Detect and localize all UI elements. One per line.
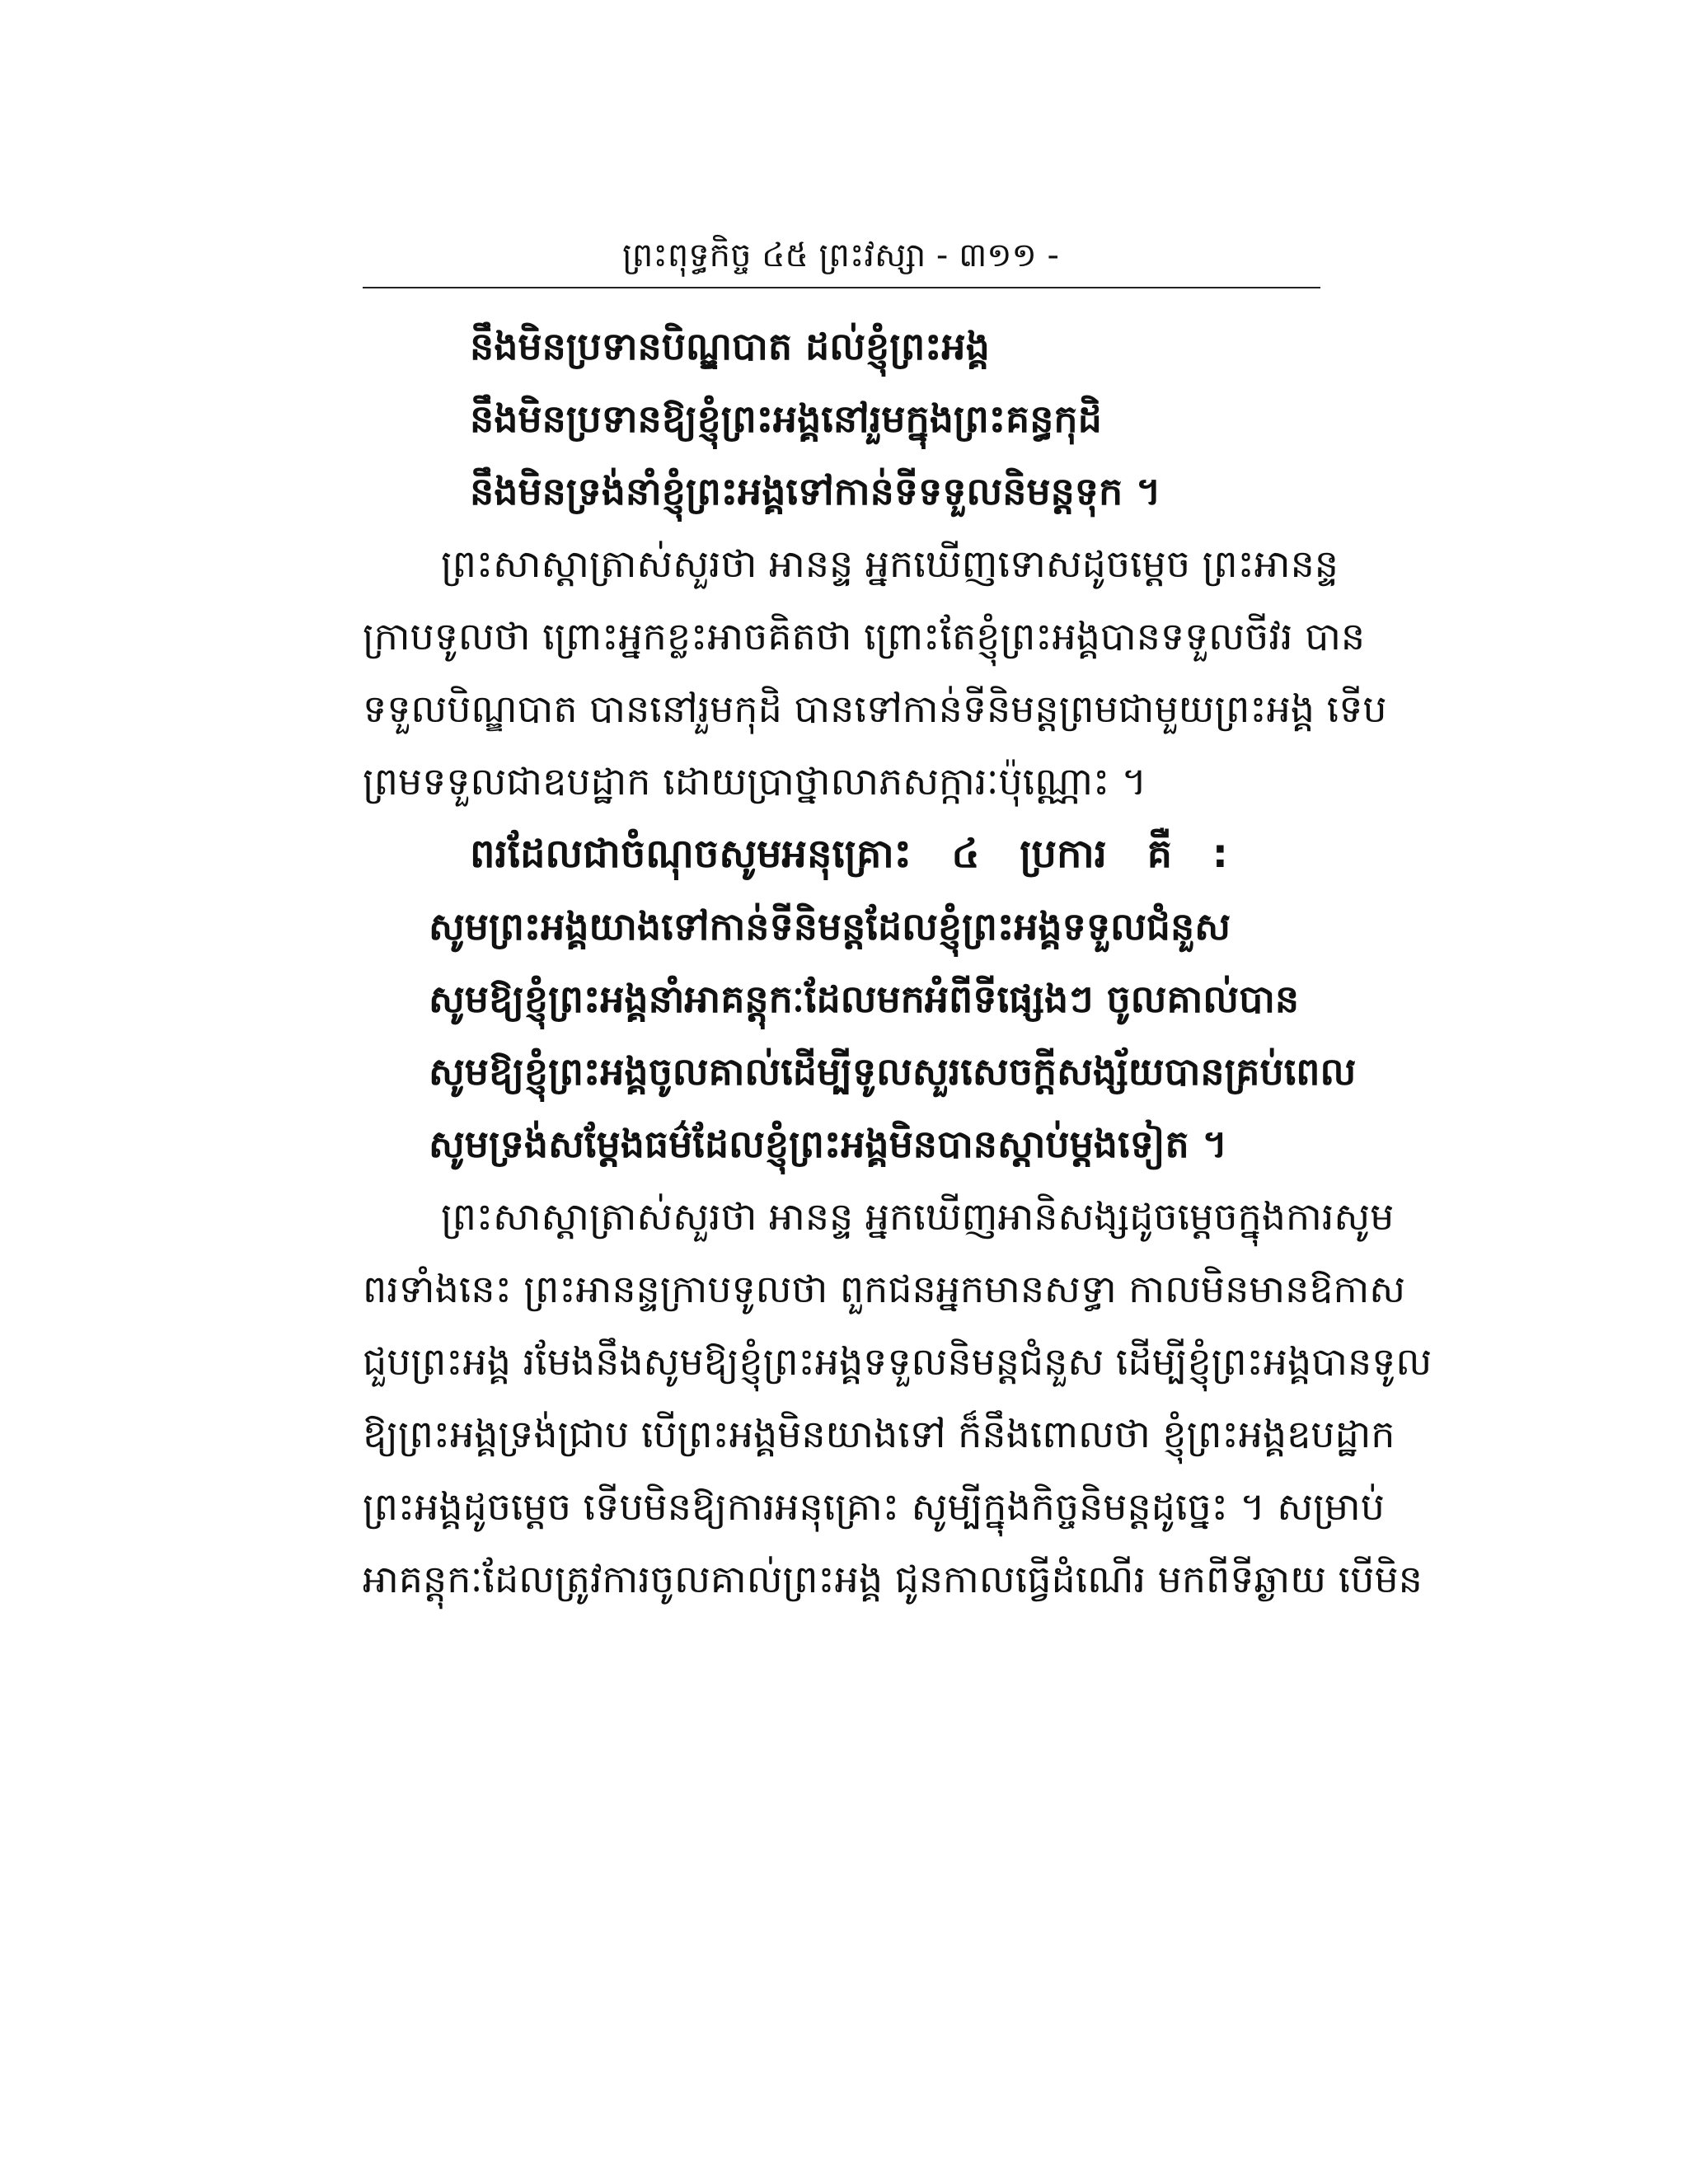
paragraph-line: ព្រះសាស្តាត្រាស់សួរថា អានន្ទ អ្នកឃើញទោសដូចម្តេច ព្រះអានន្ទ: [441, 541, 1339, 586]
verse-line: សូមព្រះអង្គយាងទៅកាន់ទីនិមន្តដែលខ្ញុំព្រះអង្គទទួលជំនួស: [429, 904, 1231, 949]
verse-line: សូមទ្រង់សម្តែងធម៌ដែលខ្ញុំព្រះអង្គមិនបានស្តាប់ម្តងទៀត ។: [429, 1122, 1228, 1166]
paragraph-line: អាគន្តុកៈដែលត្រូវការចូលគាល់ព្រះអង្គ ជូនកាលធ្វើដំណើរ មកពីទីឆ្ងាយ បើមិន: [363, 1557, 1423, 1601]
paragraph-line: ទទួលបិណ្ឌបាត បាននៅរួមកុដិ បានទៅកាន់ទីនិមន្តព្រមជាមួយព្រះអង្គ ទើប: [363, 687, 1387, 731]
verse-line: នឹងមិនប្រទានបិណ្ឌបាត ដល់ខ្ញុំព្រះអង្គ: [470, 324, 990, 368]
paragraph-line: ក្រាបទូលថា ព្រោះអ្នកខ្លះអាចគិតថា ព្រោះតែខ្ញុំព្រះអង្គបានទទួលចីវរ បាន: [363, 614, 1366, 658]
verse-line: នឹងមិនទ្រង់នាំខ្ញុំព្រះអង្គទៅកាន់ទីទទួលនិមន្តទុក ។: [470, 469, 1161, 513]
section-heading: ពរដែលជាចំណុចសូមអនុគ្រោះ ៤ ប្រការ គឺ :: [470, 831, 1228, 877]
paragraph-line: ព្រមទទួលជាឧបដ្ឋាក ដោយប្រាថ្នាលាភសក្ការៈប៉ុណ្ណោះ ។: [363, 759, 1147, 804]
paragraph-line: ឱ្យព្រះអង្គទ្រង់ជ្រាប បើព្រះអង្គមិនយាងទៅ ក៏នឹងពោលថា ខ្ញុំព្រះអង្គឧបដ្ឋាក: [363, 1412, 1395, 1456]
header-divider: [363, 287, 1320, 288]
verse-line: សូមឱ្យខ្ញុំព្រះអង្គនាំអាគន្តុកៈដែលមកអំពីទីផ្សេងៗ ចូលគាល់បាន: [429, 977, 1300, 1021]
paragraph-line: ព្រះអង្គដូចម្តេច ទើបមិនឱ្យការអនុគ្រោះ សូម្បីក្នុងកិច្ចនិមន្តដូច្នេះ ។ សម្រាប់: [363, 1484, 1385, 1529]
verse-line: សូមឱ្យខ្ញុំព្រះអង្គចូលគាល់ដើម្បីទូលសួរសេចក្តីសង្ស័យបានគ្រប់ពេល: [429, 1049, 1357, 1094]
verse-line: នឹងមិនប្រទានឱ្យខ្ញុំព្រះអង្គនៅរួមក្នុងព្រះគន្ធកុដិ: [470, 396, 1102, 441]
running-header: ព្រះពុទ្ធកិច្ច ៤៥ ព្រះវស្សា - ៣១១ -: [622, 237, 1059, 274]
paragraph-line: ជួបព្រះអង្គ រមែងនឹងសូមឱ្យខ្ញុំព្រះអង្គទទួលនិមន្តជំនួស ដើម្បីខ្ញុំព្រះអង្គបានទូល: [363, 1339, 1432, 1384]
paragraph-line: ព្រះសាស្តាត្រាស់សួរថា អានន្ទ អ្នកឃើញអានិសង្សដូចម្តេចក្នុងការសូម: [441, 1194, 1395, 1239]
paragraph-line: ពរទាំងនេះ ព្រះអានន្ទក្រាបទូលថា ពួកជនអ្នកមានសទ្ធា កាលមិនមានឱកាស: [363, 1267, 1406, 1311]
